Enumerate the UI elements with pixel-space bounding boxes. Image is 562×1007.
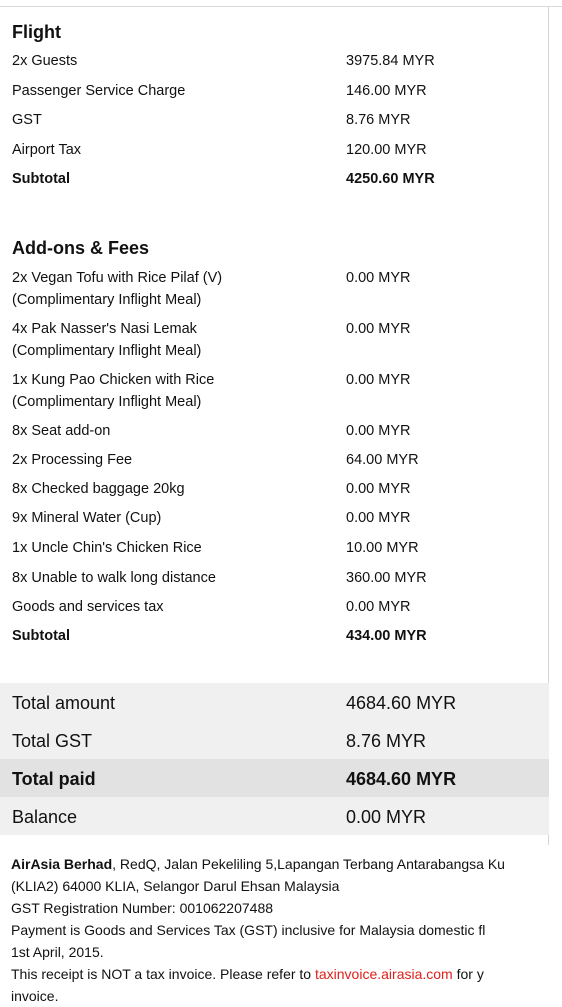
addon-row-label: 8x Unable to walk long distance [12,570,216,586]
payment-note-date: 1st April, 2015. [11,944,104,960]
total-amount-row [0,683,549,721]
addon-row-value: 0.00 MYR [346,510,411,526]
total-gst-label: Total GST [12,731,93,751]
balance-label: Balance [12,807,78,827]
total-paid-value: 4684.60 MYR [346,769,457,789]
addon-row-value: 0.00 MYR [346,321,411,337]
flight-subtotal-value: 4250.60 MYR [346,171,435,187]
addons-section-title: Add-ons & Fees [12,238,150,258]
addon-item-name: 1x Kung Pao Chicken with Rice [12,372,215,388]
total-amount-label: Total amount [12,693,116,713]
address-line-2: (KLIA2) 64000 KLIA, Selangor Darul Ehsan Malaysia [11,878,340,894]
addons-subtotal-label: Subtotal [12,628,70,644]
total-paid-row [0,759,549,797]
addon-row-value: 0.00 MYR [346,423,411,439]
company-address [11,853,562,875]
address-text: , RedQ, Jalan Pekeliling 5,Lapangan Terbang Antarabangsa Ku [112,856,505,872]
gst-registration: GST Registration Number: 001062207488 [11,900,274,916]
flight-subtotal-label: Subtotal [12,171,70,187]
balance-value: 0.00 MYR [346,807,427,827]
receipt-disclaimer [11,963,562,985]
flight-row-value: 146.00 MYR [346,83,427,99]
flight-row-value: 3975.84 MYR [346,53,435,69]
payment-note: Payment is Goods and Services Tax (GST) inclusive for Malaysia domestic fl [11,922,486,938]
flight-row-value: 8.76 MYR [346,112,411,128]
total-amount-value: 4684.60 MYR [346,693,457,713]
flight-row-label: GST [12,112,42,128]
addon-item-note: (Complimentary Inflight Meal) [12,394,202,410]
total-gst-value: 8.76 MYR [346,731,427,751]
addon-row-value: 360.00 MYR [346,570,427,586]
addon-row-value: 0.00 MYR [346,481,411,497]
addon-row-value: 0.00 MYR [346,599,411,615]
addons-subtotal-value: 434.00 MYR [346,628,427,644]
addon-row-label: 8x Seat add-on [12,423,111,439]
addon-row-value: 0.00 MYR [346,372,411,388]
receipt-footer [11,853,562,1007]
total-paid-label: Total paid [12,769,96,789]
flight-row-label: Passenger Service Charge [12,83,186,99]
flight-section-title: Flight [12,22,61,42]
addon-row-label [12,267,332,311]
addon-item-name: 2x Vegan Tofu with Rice Pilaf (V) [12,270,223,286]
addon-item-note: (Complimentary Inflight Meal) [12,292,202,308]
addon-row-label: 8x Checked baggage 20kg [12,481,185,497]
flight-row-label: 2x Guests [12,53,78,69]
addon-row-label [12,369,332,413]
addon-row-label [12,318,332,362]
receipt-card [0,7,549,845]
disclaimer-text: This receipt is NOT a tax invoice. Please refer to [11,966,315,982]
addon-item-name: 4x Pak Nasser's Nasi Lemak [12,321,197,337]
addon-row-label: 1x Uncle Chin's Chicken Rice [12,540,202,556]
addon-row-value: 0.00 MYR [346,270,411,286]
addon-row-value: 10.00 MYR [346,540,419,556]
balance-row [0,797,549,835]
total-gst-row [0,721,549,759]
tax-invoice-link[interactable]: taxinvoice.airasia.com [314,966,453,982]
flight-row-value: 120.00 MYR [346,142,427,158]
addon-row-value: 64.00 MYR [346,452,419,468]
disclaimer-line-2: invoice. [11,988,59,1004]
addon-row-label: 2x Processing Fee [12,452,133,468]
addon-item-note: (Complimentary Inflight Meal) [12,343,202,359]
addon-row-label: Goods and services tax [12,599,164,615]
addon-row-label: 9x Mineral Water (Cup) [12,510,162,526]
company-name: AirAsia Berhad [11,856,113,872]
flight-row-label: Airport Tax [12,142,82,158]
disclaimer-suffix: for y [452,966,484,982]
